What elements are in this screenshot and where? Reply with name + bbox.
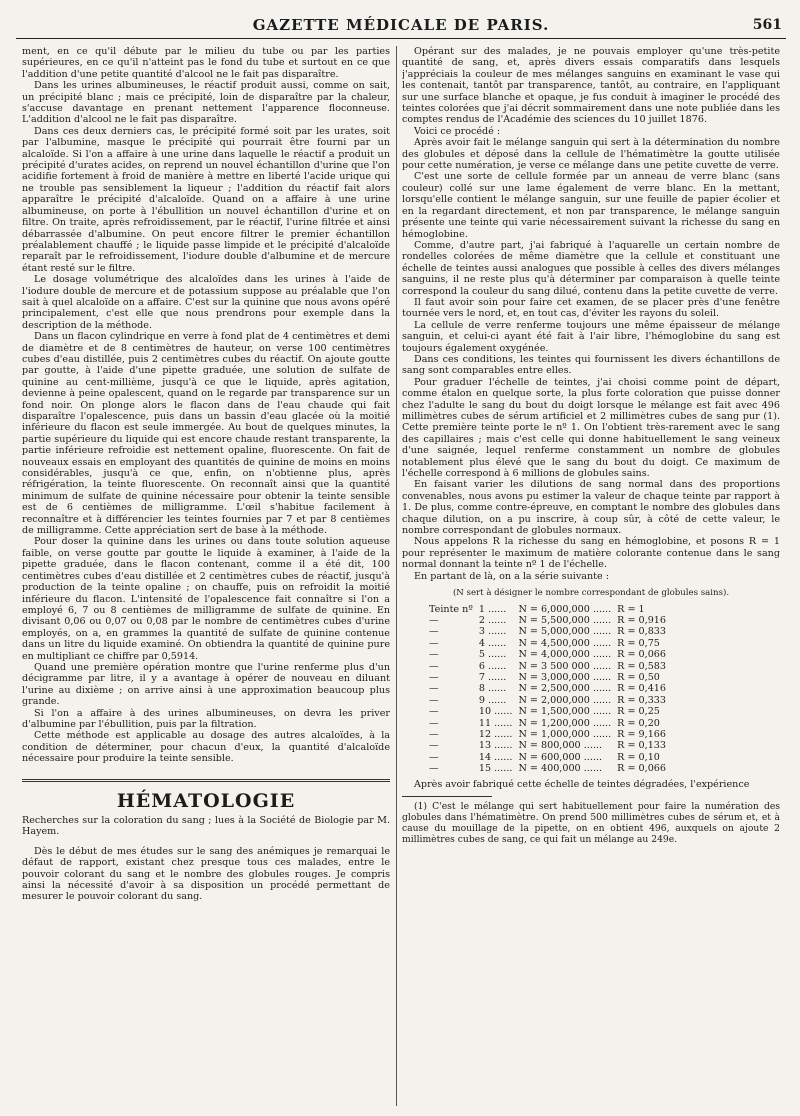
table-row: [426, 752, 669, 763]
tint-number: 14 ......: [478, 751, 513, 763]
richness-value: R = 0,75: [617, 637, 660, 649]
table-row: [426, 740, 669, 751]
globule-count: N = 1,500,000 ......: [518, 706, 612, 718]
table-row: [426, 706, 669, 717]
richness-value: R = 0,583: [617, 660, 667, 672]
richness-value: R = 0,066: [617, 763, 667, 775]
richness-value: R = 0,133: [617, 740, 667, 752]
row-dash: —: [429, 671, 439, 683]
right-column: [402, 46, 780, 1108]
row-dash: —: [429, 649, 439, 661]
paragraph: Nous appelons R la richesse du sang en hémoglobine, et posons R = 1 pour représenter le maximum de matière colorante contenue dans le sang normal donnant la teinte nº 1 de l'échelle.: [402, 536, 780, 571]
richness-value: R = 0,25: [617, 706, 660, 718]
paragraph: La cellule de verre renferme toujours une même épaisseur de mélange sanguin, et celui-ci ayant été fait à l'air libre, l'hémoglobine du sang est toujours également oxygénée.: [402, 319, 780, 354]
journal-title: GAZETTE MÉDICALE DE PARIS.: [252, 16, 550, 34]
paragraph: Dès le début de mes études sur le sang des anémiques je remarquai le défaut de rapport, existant chez presque tous ces malades, entre le pouvoir colorant du sang et le nombre des globules rouges. Je compris ainsi la nécessité d'avoir à sa disposition un procédé permettant de mesurer le pouvoir colorant du sang.: [22, 845, 390, 903]
table-row: [426, 649, 669, 660]
tint-number: 9 ......: [478, 694, 507, 706]
row-dash: —: [429, 728, 439, 740]
page-header: [16, 8, 786, 39]
row-dash: —: [429, 694, 439, 706]
paragraph: Pour graduer l'échelle de teintes, j'ai choisi comme point de départ, comme étalon en quelque sorte, la plus forte coloration que puisse donner chez l'adulte le sang du bout du doigt lorsque le mélange est fait avec 496 millimètres cubes de sérum artificiel et 2 millimètres cubes de sang pur (1). Cette première teinte porte le nº 1. On l'obtient très-rarement avec le sang des capillaires ; mais c'est celle qui donne habituellement le sang veineux d'une saignée, lequel renferme constamment un nombre de globules notablement plus élevé que le sang du bout du doigt. Ce maximum de l'échelle correspond à 6 millions de globules sains.: [402, 376, 780, 480]
globule-count: N = 5,500,000 ......: [518, 614, 612, 626]
richness-value: R = 9,166: [617, 728, 667, 740]
richness-value: R = 0,20: [617, 717, 660, 729]
row-dash: —: [429, 740, 439, 752]
row-dash: —: [429, 751, 439, 763]
globule-count: N = 3 500 000 ......: [518, 660, 612, 672]
row-dash: —: [429, 660, 439, 672]
paragraph: Si l'on a affaire à des urines albumineuses, on devra les priver d'albumine par l'ébullition, puis par la filtration.: [22, 707, 390, 730]
paragraph: Après avoir fait le mélange sanguin qui sert à la détermination du nombre des globules et déposé dans la cellule de l'hématimètre la goutte utilisée pour cette numération, je verse ce mélange dans une petite cuvette de verre.: [402, 137, 780, 172]
row-dash: —: [429, 706, 439, 718]
table-row: [426, 661, 669, 672]
paragraph: En partant de là, on a la série suivante :: [414, 570, 609, 582]
globule-count: N = 6,000,000 ......: [518, 603, 612, 615]
row-dash: —: [429, 614, 439, 626]
paragraph: Comme, d'autre part, j'ai fabriqué à l'aquarelle un certain nombre de rondelles colorées de même diamètre que la cellule et constituant une échelle de teintes aussi analogues que possible à celles des divers mélanges sanguins, il ne reste plus qu'à déterminer par comparaison à quelle teinte correspond la couleur du sang dilué, contenu dans la petite cuvette de verre.: [402, 239, 780, 297]
paragraph: Dans ces conditions, les teintes qui fournissent les divers échantillons de sang sont comparables entre elles.: [402, 353, 780, 377]
richness-value: R = 0,833: [617, 626, 667, 638]
row-dash: —: [429, 683, 439, 695]
paragraph: Pour doser la quinine dans les urines ou dans toute solution aqueuse faible, on verse goutte par goutte le liquide à examiner, à l'aide de la pipette graduée, dans le flacon contenant, comme il a été dit, 100 centimètres cubes d'eau distillée et 2 centimètres cubes de réactif, jusqu'à production de la teinte opaline ; on chauffe, puis on refroidit la moitié inférieure du flacon. L'intensité de l'opalescence fait connaître si l'on a employé 6, 7 ou 8 centièmes de milligramme de sulfate de quinine. En divisant 0,06 ou 0,07 ou 0,08 par le nombre de centimètres cubes d'urine employés, on a, en grammes la quantité de sulfate de quinine contenue dans un litre du liquide examiné. On obtiendra la quantité de quinine pure en multipliant ce chiffre par 0,5914.: [22, 536, 390, 662]
tint-number: 1 ......: [478, 603, 507, 615]
globule-count: N = 2,500,000 ......: [518, 683, 612, 695]
richness-value: R = 0,066: [617, 649, 667, 661]
richness-value: R = 0,916: [617, 614, 667, 626]
globule-count: N = 1,200,000 ......: [518, 717, 612, 729]
tint-number: 7 ......: [478, 671, 507, 683]
article-subtitle: Recherches sur la coloration du sang ; lues à la Société de Biologie par M. Hayem.: [22, 815, 390, 838]
tint-number: 11 ......: [478, 717, 513, 729]
globule-count: N = 4,000,000 ......: [518, 649, 612, 661]
table-row: [426, 718, 669, 729]
tint-number: 5 ......: [478, 649, 507, 661]
footnote: (1) C'est le mélange qui sert habituellement pour faire la numération des globules dans l'hématimètre. On prend 500 millimètres cubes de sérum et, et à cause du mouillage de la pipette, on en obtient 496, auxquels on ajoute 2 millimètres cubes de sang, ce qui fait un mélange au 249e.: [402, 801, 780, 845]
table-row: [426, 695, 669, 706]
tint-number: 3 ......: [478, 626, 507, 638]
paragraph: Opérant sur des malades, je ne pouvais employer qu'une très-petite quantité de sang, et, après divers essais comparatifs dans lesquels j'appréciais la couleur de mes mélanges sanguins en examinant le vase qui les contenait, tantôt par transparence, tantôt, au contraire, en l'appliquant sur une surface blanche et opaque, je fus conduit à imaginer le procédé des teintes colorées que j'ai décrit sommairement dans une note publiée dans les comptes rendus de l'Académie des sciences du 10 juillet 1876.: [402, 46, 780, 126]
row-dash: —: [429, 637, 439, 649]
richness-value: R = 0,50: [617, 671, 660, 683]
paragraph: Il faut avoir soin pour faire cet examen, de se placer près d'une fenêtre tournée vers le nord, et, en tout cas, d'éviter les rayons du soleil.: [402, 296, 780, 320]
table-row: [426, 729, 669, 740]
paragraph: Après avoir fabriqué cette échelle de teintes dégradées, l'expérience: [414, 778, 750, 790]
paragraph: C'est une sorte de cellule formée par un anneau de verre blanc (sans couleur) collé sur une lame également de verre blanc. En la mettant, lorsqu'elle contient le mélange sanguin, sur une feuille de papier écolier et en la regardant directement, et non par transparence, le mélange sanguin présente une teinte qui varie nécessairement suivant la richesse du sang en hémoglobine.: [402, 171, 780, 240]
table-row: [426, 763, 669, 774]
tint-number: 15 ......: [478, 763, 513, 775]
paragraph: ment, en ce qu'il débute par le milieu du tube ou par les parties supérieures, en ce qu'il n'atteint pas le fond du tube et surtout en ce que l'addition d'une petite quantité d'alcool ne le fait pas disparaître.: [22, 46, 390, 80]
row-dash: —: [429, 717, 439, 729]
tint-table: [426, 604, 669, 775]
table-row: [426, 615, 669, 626]
paragraph: Quand une première opération montre que l'urine renferme plus d'un décigramme par litre, il y a avantage à opérer de nouveau en diluant l'urine au dixième ; on arrive ainsi à une approximation beaucoup plus grande.: [22, 661, 390, 708]
row-prefix: Teinte nº: [429, 603, 473, 615]
richness-value: R = 0,333: [617, 694, 667, 706]
table-caption: (N sert à désigner le nombre correspondant de globules sains).: [452, 588, 730, 599]
table-row: [426, 683, 669, 694]
globule-count: N = 2,000,000 ......: [518, 694, 612, 706]
globule-count: N = 1,000,000 ......: [518, 728, 612, 740]
paragraph: Dans les urines albumineuses, le réactif produit aussi, comme on sait, un précipité blanc ; mais ce précipité, loin de disparaître par la chaleur, s'accuse davantage en prenant nettement l'apparence floconneuse. L'addition d'alcool ne le fait pas disparaître.: [22, 80, 390, 126]
globule-count: N = 800,000 ......: [518, 740, 603, 752]
tint-number: 10 ......: [478, 706, 513, 718]
left-column: [22, 46, 390, 1108]
tint-number: 6 ......: [478, 660, 507, 672]
table-row: [426, 604, 669, 615]
section-divider: [22, 779, 390, 782]
richness-value: R = 0,416: [617, 683, 667, 695]
paragraph: Le dosage volumétrique des alcaloïdes dans les urines à l'aide de l'iodure double de mercure et de potassium suppose au préalable que l'on sait à quel alcaloïde on a affaire. C'est sur la quinine que nous avons opéré principalement, c'est elle que nous prendrons pour exemple dans la description de la méthode.: [22, 274, 390, 331]
paragraph: Dans ces deux derniers cas, le précipité formé soit par les urates, soit par l'albumine, masque le précipité qui pourrait être fourni par un alcaloïde. Si l'on a affaire à une urine dans laquelle le réactif a produit un précipité d'urates acides, on reprend un nouvel échantillon d'urine que l'on acidifie fortement à froid de manière à mettre en liberté l'acide urique qui ne trouble pas sensiblement la liqueur ; l'addition du réactif fait alors apparaître le précipité d'alcaloïde. Quand on a affaire à une urine albumineuse, on porte à l'ébullition un nouvel échantillon d'urine et on filtre. On traite, après refroidissement, par le réactif, l'urine filtrée et ainsi débarrassée d'albumine. On peut encore filtrer le premier échantillon préalablement chauffé ; le liquide passe limpide et le précipité d'alcaloïde reparaît par le refroidissement, l'iodure double d'albumine et de mercure étant resté sur le filtre.: [22, 125, 390, 274]
paragraph: Voici ce procédé :: [414, 125, 501, 137]
globule-count: N = 600,000 ......: [518, 751, 603, 763]
tint-number: 4 ......: [478, 637, 507, 649]
tint-number: 8 ......: [478, 683, 507, 695]
column-divider: [396, 46, 397, 1106]
globule-count: N = 5,000,000 ......: [518, 626, 612, 638]
richness-value: R = 1: [617, 603, 645, 615]
tint-number: 13 ......: [478, 740, 513, 752]
globule-count: N = 4,500,000 ......: [518, 637, 612, 649]
page-number: 561: [752, 17, 782, 33]
tint-number: 2 ......: [478, 614, 507, 626]
tint-number: 12 ......: [478, 728, 513, 740]
paragraph: Dans un flacon cylindrique en verre à fond plat de 4 centimètres et demi de diamètre et de 8 centimètres de hauteur, on verse 100 centimètres cubes d'eau distillée, puis 2 centimètres cubes du réactif. On ajoute goutte par goutte, à l'aide d'une pipette graduée, une solution de sulfate de quinine au cent-millième, jusqu'à ce que le liquide, après agitation, devienne à peine opalescent, quand on le regarde par transparence sur un fond noir. On plonge alors le flacon dans de l'eau chaude qui fait disparaître l'opalescence, puis dans un bassin d'eau glacée où la moitié inférieure du flacon est seule immergée. Au bout de quelques minutes, la partie supérieure du liquide qui est encore chaude restant transparente, la partie inférieure refroidie est nettement opaline, fluorescente. On fait de nouveaux essais en employant des quantités de quinine de moins en moins considérables, jusqu'à ce que, enfin, on n'obtienne plus, après réfrigération, la teinte fluorescente. On reconnaît ainsi que la quantité minimum de sulfate de quinine nécessaire pour obtenir la teinte sensible est de 6 centièmes de milligramme. L'œil s'habitue facilement à reconnaître et à différencier les teintes fournies par 7 et par 8 centièmes de milligramme. Cette appréciation sert de base à la méthode.: [22, 331, 390, 537]
table-row: [426, 626, 669, 637]
richness-value: R = 0,10: [617, 751, 660, 763]
row-dash: —: [429, 763, 439, 775]
row-dash: —: [429, 626, 439, 638]
footnote-rule: [402, 796, 492, 797]
globule-count: N = 3,000,000 ......: [518, 671, 612, 683]
paragraph: En faisant varier les dilutions de sang normal dans des proportions convenables, nous avons pu estimer la valeur de chaque teinte par rapport à 1. De plus, comme contre-épreuve, en comptant le nombre des globules dans chaque dilution, on a pu inscrire, à coup sûr, à côté de cette valeur, le nombre correspondant de globules normaux.: [402, 479, 780, 537]
paragraph: Cette méthode est applicable au dosage des autres alcaloïdes, à la condition de déterminer, pour chacun d'eux, la quantité d'alcaloïde nécessaire pour produire la teinte sensible.: [22, 730, 390, 765]
table-row: [426, 672, 669, 683]
section-title: HÉMATOLOGIE: [116, 789, 296, 812]
globule-count: N = 400,000 ......: [518, 763, 603, 775]
table-row: [426, 638, 669, 649]
